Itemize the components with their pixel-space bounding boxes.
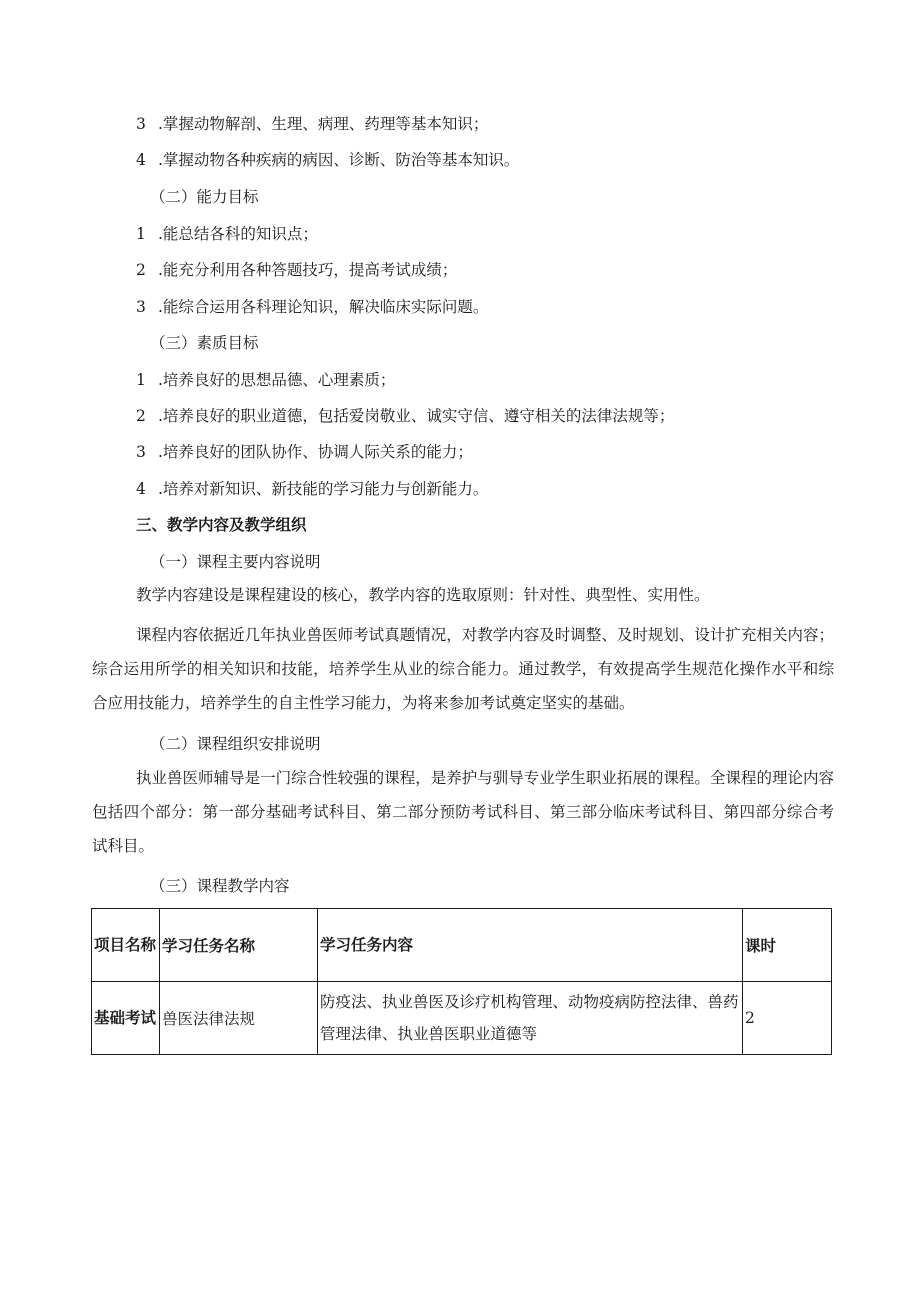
list-item: 3 .培养良好的团队协作、协调人际关系的能力； <box>136 443 473 461</box>
header-project: 项目名称 <box>92 909 160 982</box>
list-item: 2 .培养良好的职业道德，包括爱岗敬业、诚实守信、遵守相关的法律法规等； <box>136 407 675 425</box>
header-hours: 课时 <box>743 909 832 982</box>
list-item: 3 .掌握动物解剖、生理、病理、药理等基本知识； <box>136 115 489 133</box>
cell-task-content: 防疫法、执业兽医及诊疗机构管理、动物疫病防控法律、兽药管理法律、执业兽医职业道德等 <box>318 982 743 1055</box>
cell-hours: 2 <box>743 982 832 1055</box>
list-item: 4 .培养对新知识、新技能的学习能力与创新能力。 <box>136 480 489 498</box>
list-item: 3 .能综合运用各科理论知识，解决临床实际问题。 <box>136 298 489 316</box>
cell-project: 基础考试 <box>92 982 160 1055</box>
list-item: 1 .培养良好的思想品德、心理素质； <box>136 371 396 389</box>
subsection-heading: （二）课程组织安排说明 <box>150 735 321 753</box>
list-item: 2 .能充分利用各种答题技巧，提高考试成绩； <box>136 261 458 279</box>
section-heading: 三、教学内容及教学组织 <box>136 515 307 534</box>
course-table <box>91 908 832 1055</box>
table-row <box>92 982 832 1055</box>
paragraph: 教学内容建设是课程建设的核心，教学内容的选取原则：针对性、典型性、实用性。 <box>136 586 710 604</box>
table-header-row <box>92 909 832 982</box>
header-task-name: 学习任务名称 <box>160 909 318 982</box>
list-item: 4 .掌握动物各种疾病的病因、诊断、防治等基本知识。 <box>136 151 520 169</box>
cell-task-name: 兽医法律法规 <box>160 982 318 1055</box>
paragraph: 执业兽医师辅导是一门综合性较强的课程，是养护与驯导专业学生职业拓展的课程。全课程的理论内容包括四个部分：第一部分基础考试科目、第二部分预防考试科目、第三部分临床考试科目、第四部分综合考试科目。 <box>92 769 834 855</box>
ability-heading: （二）能力目标 <box>150 188 259 206</box>
paragraph: 课程内容依据近几年执业兽医师考试真题情况，对教学内容及时调整、及时规划、设计扩充相关内容；综合运用所学的相关知识和技能，培养学生从业的综合能力。通过教学，有效提高学生规范化操作水平和综合应用技能力，培养学生的自主性学习能力，为将来参加考试奠定坚实的基础。 <box>92 626 834 712</box>
subsection-heading: （一）课程主要内容说明 <box>150 553 321 571</box>
quality-heading: （三）素质目标 <box>150 334 259 352</box>
subsection-heading: （三）课程教学内容 <box>150 877 290 895</box>
list-item: 1 .能总结各科的知识点； <box>136 225 318 243</box>
header-task-content: 学习任务内容 <box>318 909 743 982</box>
